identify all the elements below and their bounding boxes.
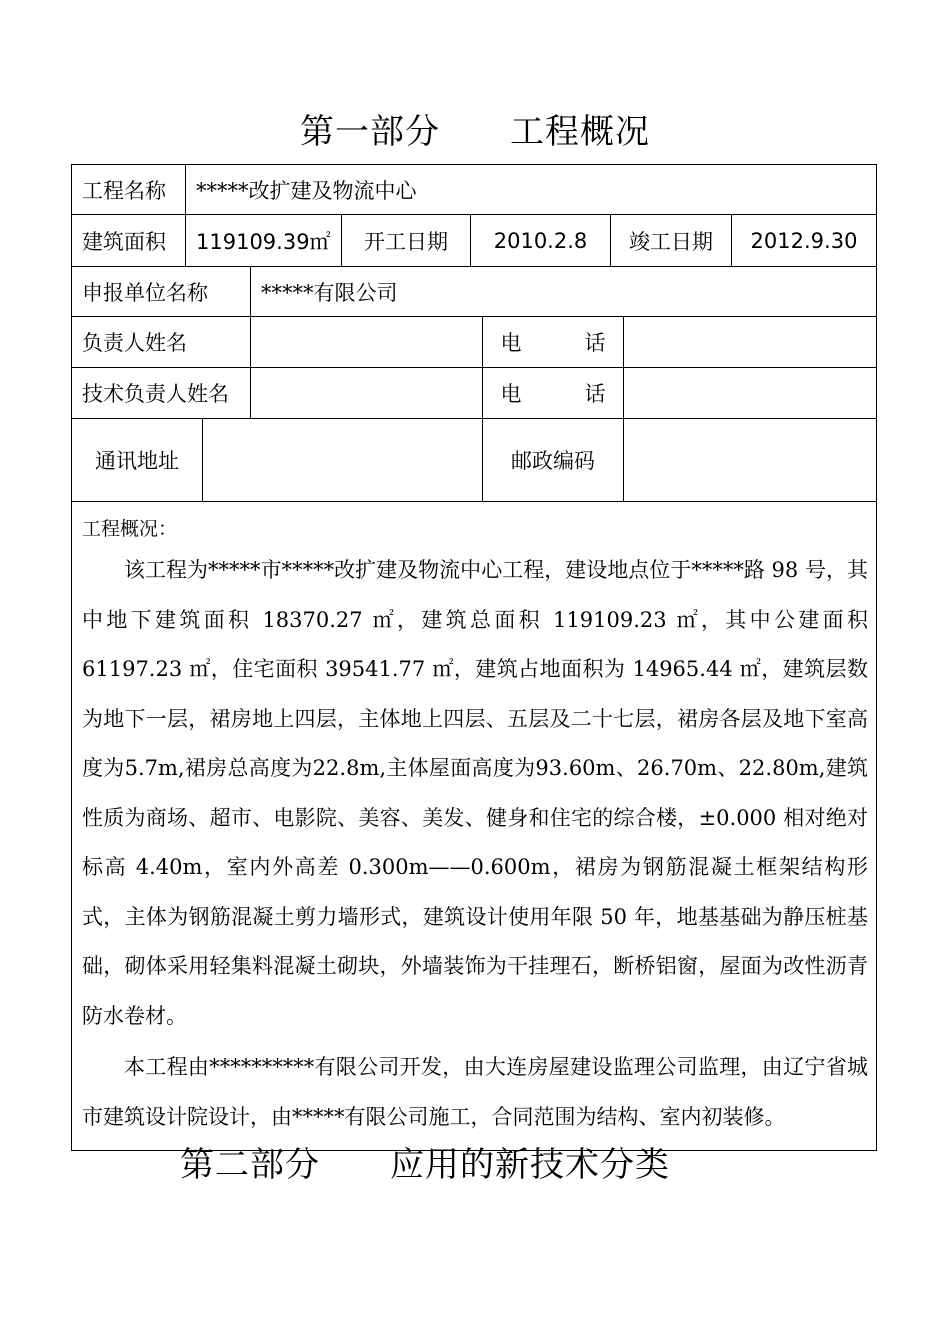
phone-label-1: 电 话 <box>482 316 624 368</box>
area-label: 建筑面积 <box>71 214 186 267</box>
overview-section <box>71 501 877 1151</box>
project-name-value: *****改扩建及物流中心 <box>185 164 877 215</box>
tech-leader-value <box>250 367 483 419</box>
leader-value <box>250 316 483 368</box>
phone-value-2 <box>623 367 877 419</box>
part2-title: 第二部分 应用的新技术分类 <box>180 1145 670 1185</box>
applicant-value: *****有限公司 <box>250 266 877 317</box>
applicant-label: 申报单位名称 <box>71 266 251 317</box>
project-name-label: 工程名称 <box>71 164 186 215</box>
start-date-label: 开工日期 <box>341 214 471 267</box>
end-date-value: 2012.9.30 <box>731 214 877 267</box>
postcode-value <box>623 418 877 502</box>
start-date-value: 2010.2.8 <box>470 214 611 267</box>
leader-label: 负责人姓名 <box>71 316 251 368</box>
end-date-label: 竣工日期 <box>610 214 732 267</box>
postcode-label: 邮政编码 <box>482 418 624 502</box>
overview-heading: 工程概况： <box>82 518 178 540</box>
overview-paragraph-1: 该工程为*****市*****改扩建及物流中心工程，建设地点位于*****路 98 号，其中地下建筑面积 18370.27 ㎡，建筑总面积 119109.23 ㎡，其中公建面积 61197.23 ㎡，住宅面积 39541.77 ㎡，建筑占地面积为 14965.44 ㎡，建筑层数为地下一层，裙房地上四层，主体地上四层、五层及二十七层，裙房各层及地下室高度为5.7m,裙房总高度为22.8m,主体屋面高度为93.60m、26.70m、22.80m,建筑性质为商场、超市、电影院、美容、美发、健身和住宅的综合楼，±0.000 相对绝对标高 4.40m，室内外高差 0.300m——0.600m，裙房为钢筋混凝土框架结构形式，主体为钢筋混凝土剪力墙形式，建筑设计使用年限 50 年，地基基础为静压桩基础，砌体采用轻集料混凝土砌块，外墙装饰为干挂理石，断桥铝窗，屋面为改性沥青防水卷材。 <box>82 558 868 1028</box>
overview-paragraph-2: 本工程由**********有限公司开发，由大连房屋建设监理公司监理，由辽宁省城市建筑设计院设计，由*****有限公司施工，合同范围为结构、室内初装修。 <box>82 1055 868 1129</box>
address-label: 通讯地址 <box>71 418 203 502</box>
phone-label-2: 电 话 <box>482 367 624 419</box>
address-value <box>202 418 483 502</box>
tech-leader-label: 技术负责人姓名 <box>71 367 251 419</box>
part1-title: 第一部分 工程概况 <box>300 112 650 152</box>
phone-value-1 <box>623 316 877 368</box>
area-value: 119109.39㎡ <box>185 214 342 267</box>
